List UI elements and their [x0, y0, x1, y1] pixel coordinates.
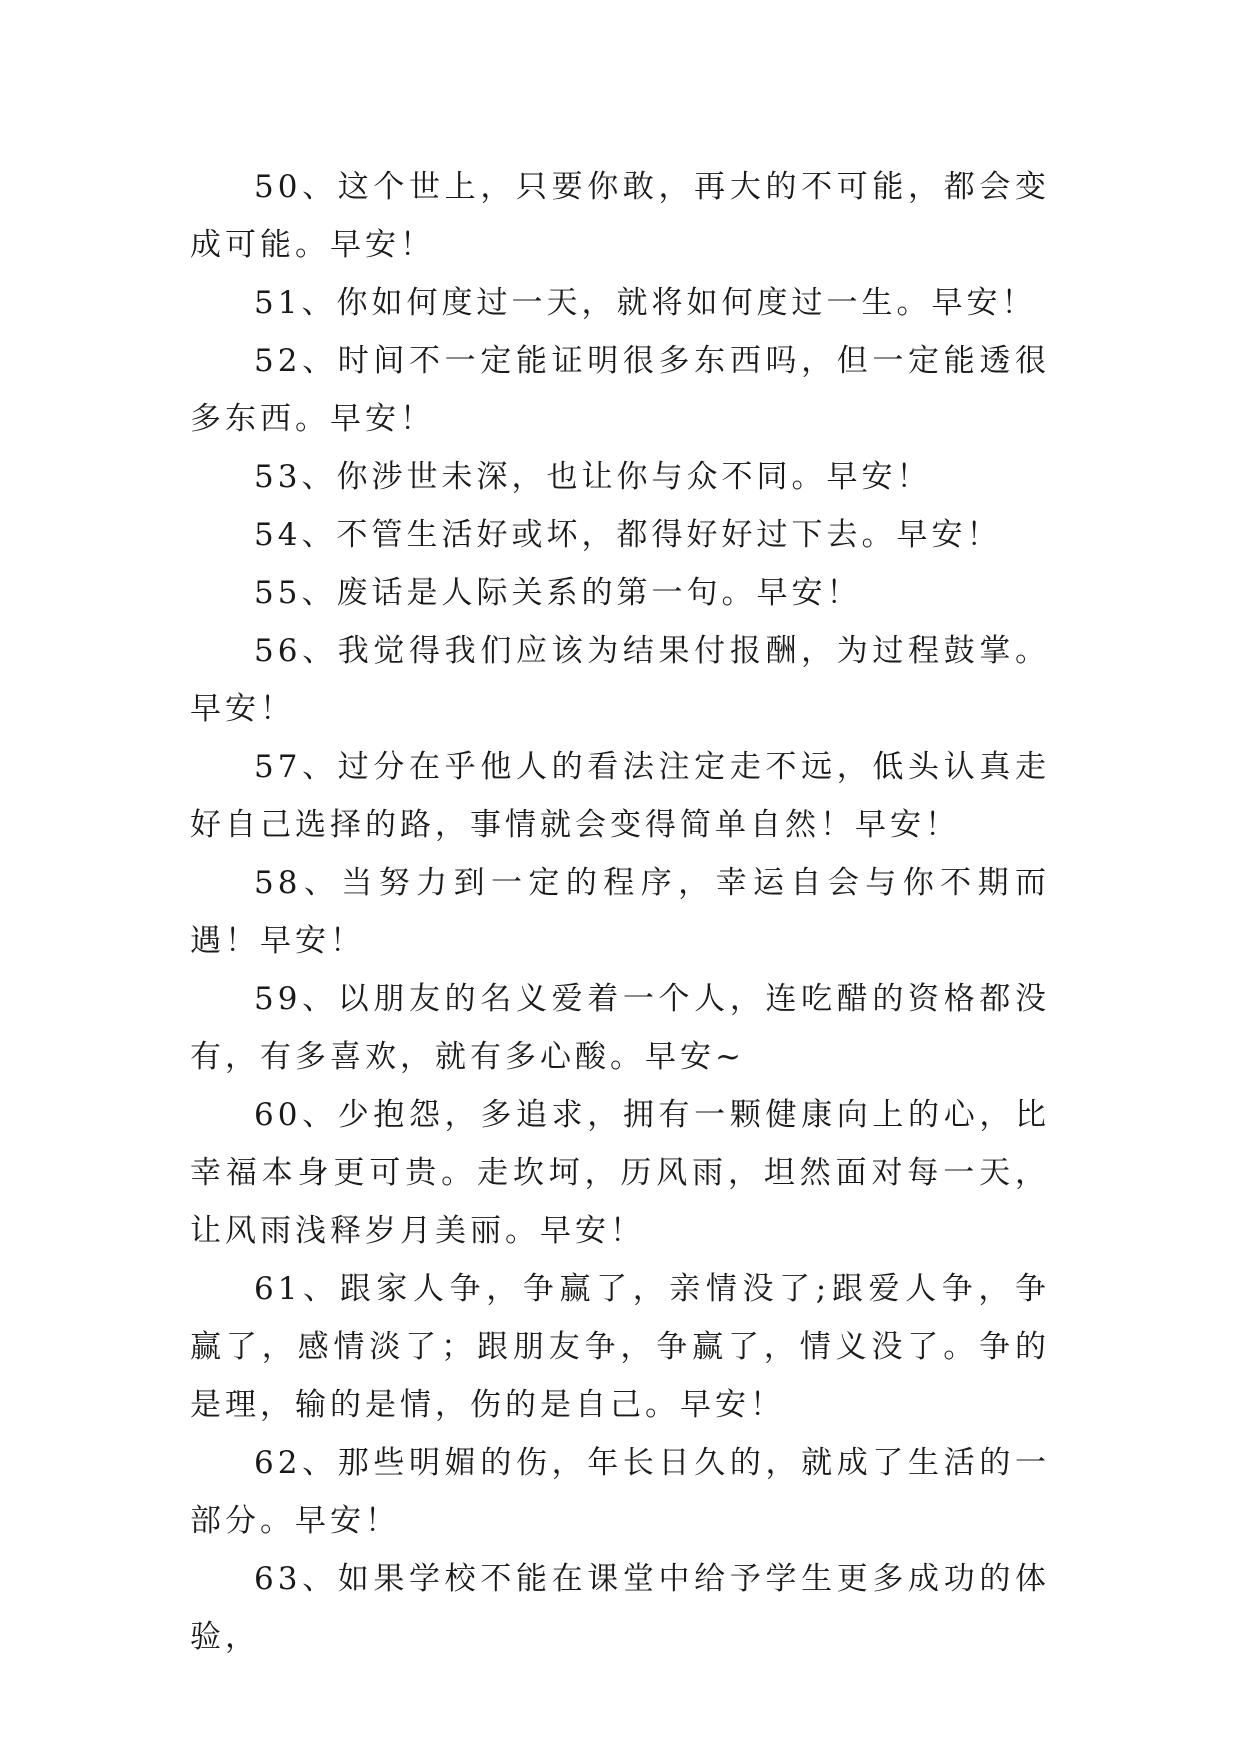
paragraph-55: 55、废话是人际关系的第一句。早安！	[254, 575, 862, 611]
paragraph-56: 56、我觉得我们应该为结果付报酬，为过程鼓掌。早安！	[190, 633, 1050, 727]
paragraph-60: 60、少抱怨，多追求，拥有一颗健康向上的心，比幸福本身更可贵。走坎坷，历风雨，坦然面对每一天，让风雨浅释岁月美丽。早安！	[190, 1097, 1050, 1249]
paragraph-62: 62、那些明媚的伤，年长日久的，就成了生活的一部分。早安！	[190, 1445, 1050, 1539]
paragraph-51: 51、你如何度过一天，就将如何度过一生。早安！	[254, 285, 1037, 321]
paragraph-54: 54、不管生活好或坏，都得好好过下去。早安！	[254, 517, 1002, 553]
paragraph-63: 63、如果学校不能在课堂中给予学生更多成功的体验，	[190, 1561, 1050, 1655]
paragraph-57: 57、过分在乎他人的看法注定走不远，低头认真走好自己选择的路，事情就会变得简单自然！早安！	[190, 749, 1050, 843]
paragraph-59: 59、以朋友的名义爱着一个人，连吃醋的资格都没有，有多喜欢，就有多心酸。早安~	[190, 981, 1050, 1075]
paragraph-61: 61、跟家人争，争赢了，亲情没了;跟爱人争，争赢了，感情淡了；跟朋友争，争赢了，情义没了。争的是理，输的是情，伤的是自己。早安！	[190, 1271, 1050, 1423]
paragraph-53: 53、你涉世未深，也让你与众不同。早安！	[254, 459, 932, 495]
document-body	[190, 158, 1050, 1666]
paragraph-58: 58、当努力到一定的程序，幸运自会与你不期而遇！早安！	[190, 865, 1050, 959]
paragraph-50: 50、这个世上，只要你敢，再大的不可能，都会变成可能。早安！	[190, 169, 1050, 263]
paragraph-52: 52、时间不一定能证明很多东西吗，但一定能透很多东西。早安！	[190, 343, 1050, 437]
